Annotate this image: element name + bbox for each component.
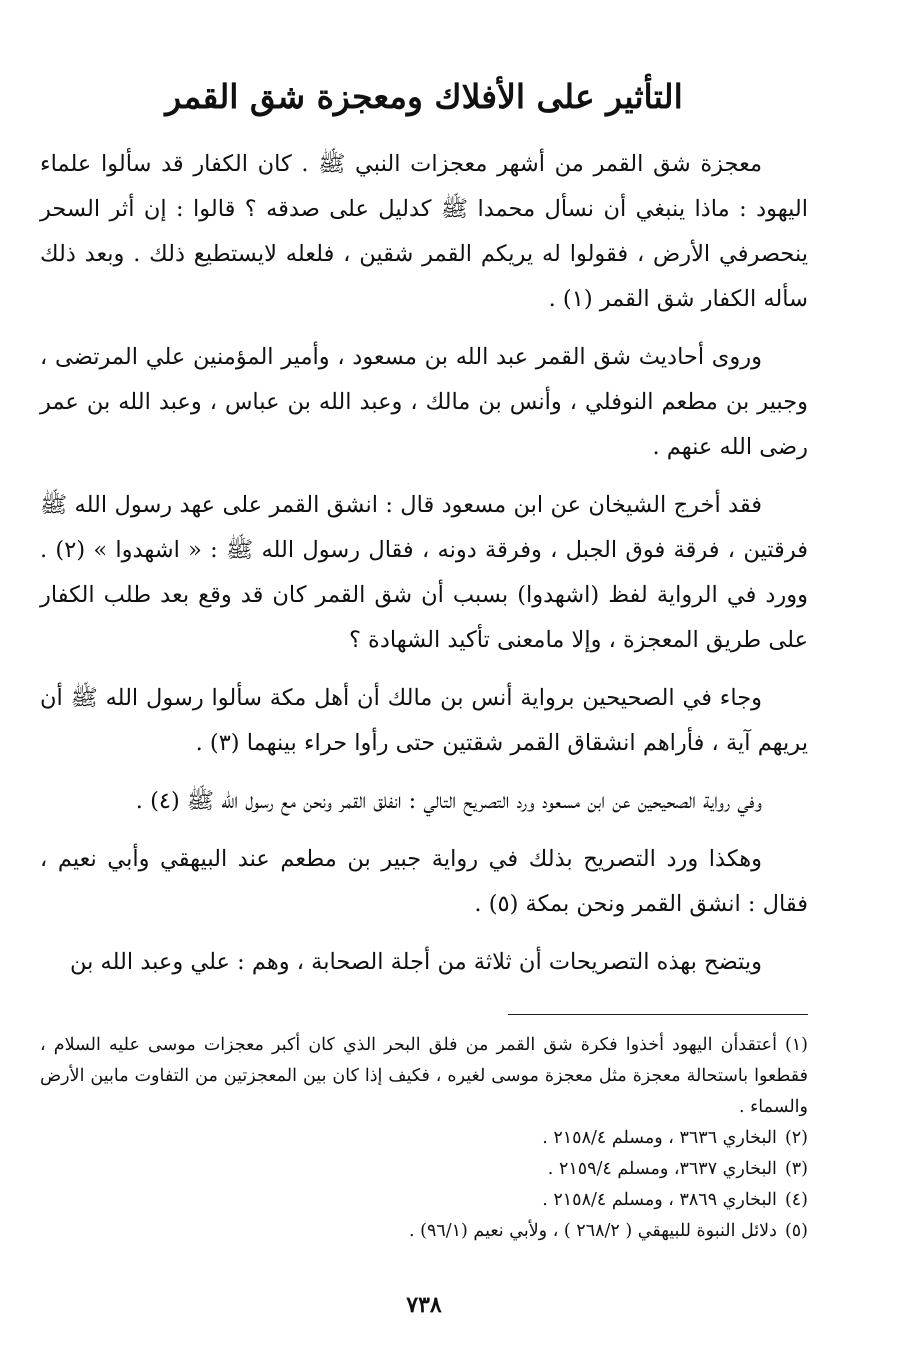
page-number: ٧٣٨ [406,1292,442,1318]
footnote-text: دلائل النبوة للبيهقي ( ٢٦٨/٢ ) ، ولأبي نعيم (٩٦/١) . [408,1221,777,1241]
footnote-number: (١) [784,1035,808,1055]
footnote-1 [40,1030,808,1123]
footnote-number: (٢) [784,1128,808,1148]
footnote-text: البخاري ٣٨٦٩ ، ومسلم ٢١٥٨/٤ . [542,1190,777,1210]
footnote-4 [40,1185,808,1216]
footnote-number: (٤) [784,1190,808,1210]
footnote-text: أعتقدأن اليهود أخذوا فكرة شق القمر من فلق البحر الذي كان أكبر معجزات موسى عليه السلام ، فقطعوا باستحالة معجزة مثل معجزة موسى لغيره ، فكيف إذا كان بين المعجزتين من التفاوت مابين الأرض والسماء . [40,1035,808,1117]
paragraph-2: وروى أحاديث شق القمر عبد الله بن مسعود ، وأمير المؤمنين علي المرتضى ، وجبير بن مطعم النوفلي ، وأنس بن مالك ، وعبد الله بن عباس ، وعبد الله بن عمر رضى الله عنهم . [40,344,808,460]
book-page [40,0,808,1371]
footnote-number: (٥) [784,1221,808,1241]
footnote-3 [40,1154,808,1185]
footnotes [40,1030,808,1247]
footnote-2 [40,1123,808,1154]
footnote-separator [508,1014,808,1015]
footnote-text: البخاري ٣٦٣٧، ومسلم ٢١٥٩/٤ . [547,1159,777,1179]
footnote-text: البخاري ٣٦٣٦ ، ومسلم ٢١٥٨/٤ . [542,1128,777,1148]
paragraph-3: فقد أخرج الشيخان عن ابن مسعود قال : انشق القمر على عهد رسول الله ﷺ فرقتين ، فرقة فوق الجبل ، وفرقة دونه ، فقال رسول الله ﷺ : « اشهدوا » (٢) . وورد في الرواية لفظ (اشهدوا) بسبب أن شق القمر كان قد وقع بعد طلب الكفار على طريق المعجزة ، وإلا مامعنى تأكيد الشهادة ؟ [40,492,808,653]
paragraph-7: ويتضح بهذه التصريحات أن ثلاثة من أجلة الصحابة ، وهم : علي وعبد الله بن [70,949,762,975]
chapter-title: التأثير على الأفلاك ومعجزة شق القمر [165,77,683,116]
footnote-number: (٣) [784,1159,808,1179]
main-text [40,142,808,998]
paragraph-1: معجزة شق القمر من أشهر معجزات النبي ﷺ . كان الكفار قد سألوا علماء اليهود : ماذا ينبغي أن نسأل محمدا ﷺ كدليل على صدقه ؟ قالوا : إن أثر السحر ينحصرفي الأرض ، فقولوا له يريكم القمر شقين ، فلعله لايستطيع ذلك . وبعد ذلك سأله الكفار شق القمر (١) . [40,151,808,312]
paragraph-6: وهكذا ورد التصريح بذلك في رواية جبير بن مطعم عند البيهقي وأبي نعيم ، فقال : انشق القمر ونحن بمكة (٥) . [40,846,808,917]
paragraph-5: وفي رواية الصحيحين عن ابن مسعود ورد التصريح التالي : انفلق القمر ونحن مع رسول الله ﷺ (٤) . [135,788,762,814]
footnote-5 [40,1216,808,1247]
paragraph-4: وجاء في الصحيحين برواية أنس بن مالك أن أهل مكة سألوا رسول الله ﷺ أن يريهم آية ، فأراهم انشقاق القمر شقتين حتى رأوا حراء بينهما (٣) . [40,685,808,756]
